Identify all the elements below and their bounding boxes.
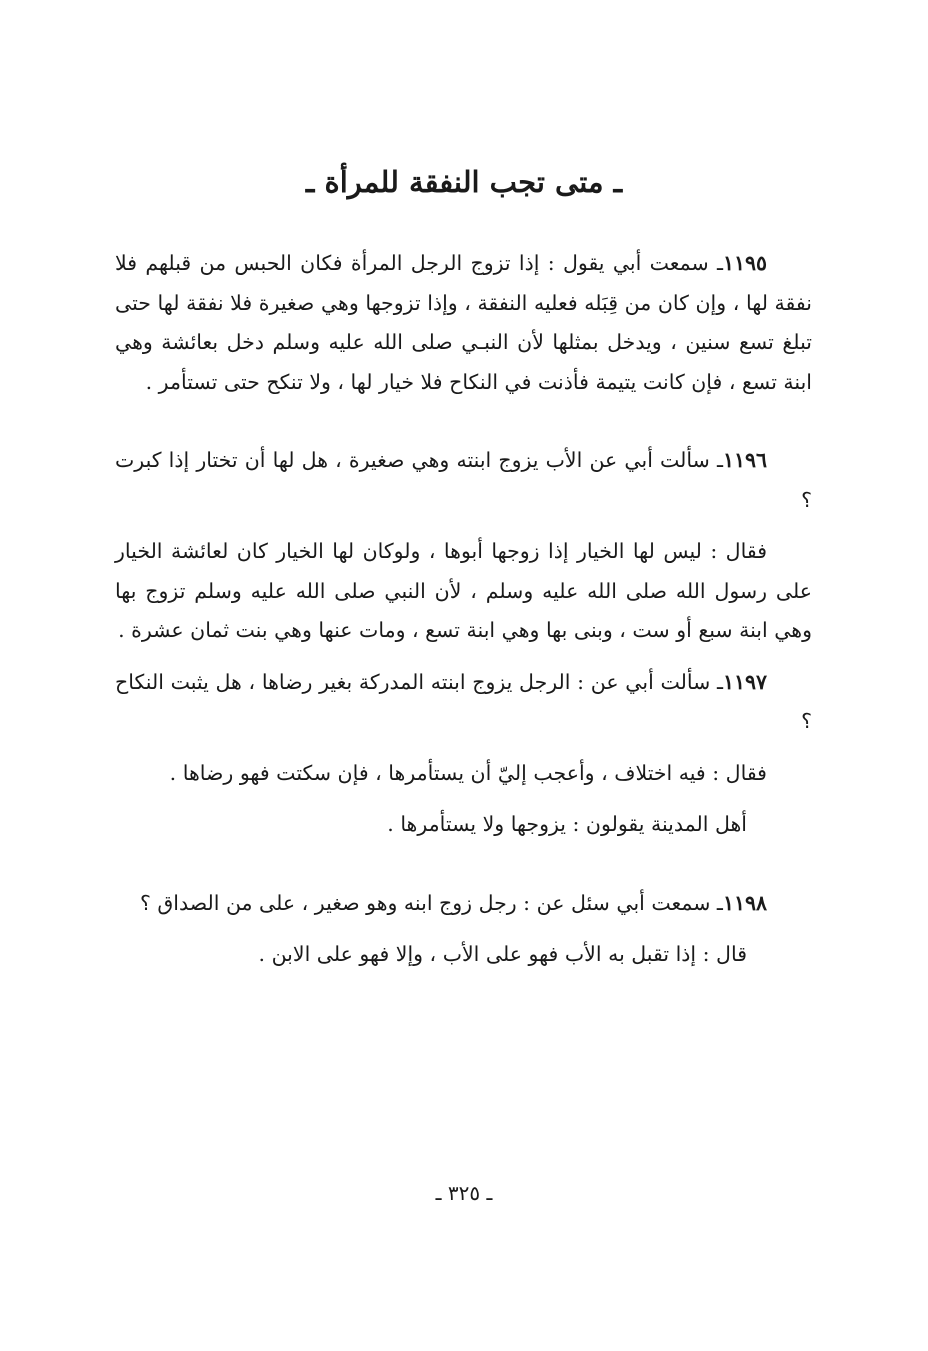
- entry-1198: [115, 884, 812, 924]
- page-number: ـ ٣٢٥ ـ: [435, 1181, 493, 1205]
- entry-1196: [115, 441, 812, 520]
- entry-number: ١١٩٦: [722, 448, 767, 472]
- entry-1196-answer: فقال : ليس لها الخيار إذا زوجها أبوها ، ولوكان لها الخيار كان لعائشة الخيار على رسول الله صلى الله عليه وسلم ، لأن النبي صلى الله عليه وسلم تزوج بها وهي ابنة سبع أو ست ، وبنى بها وهي ابنة تسع ، ومات عنها وهي بنت ثمان عشرة .: [115, 539, 812, 642]
- section-heading: ـ متى تجب النفقة للمرأة ـ: [305, 165, 623, 199]
- entry-text: ـ سمعت أبي يقول : إذا تزوج الرجل المرأة فكان الحبس من قبلهم فلا نفقة لها ، وإن كان من قِبَله فعليه النفقة ، وإذا تزوجها وهي صغيرة فلا نفقة لها حتى تبلغ تسع سنين ، ويدخل بمثلها لأن النبـي صلى الله عليه وسلم دخل بعائشة وهي ابنة تسع ، فإن كانت يتيمة فأذنت في النكاح فلا خيار لها ، ولا تنكح حتى تستأمر .: [115, 251, 812, 394]
- body-text: [115, 244, 812, 975]
- entry-1197-note: أهل المدينة يقولون : يزوجها ولا يستأمرها .: [387, 812, 747, 836]
- entry-1198-answer: قال : إذا تقبل به الأب فهو على الأب ، وإلا فهو على الابن .: [258, 942, 747, 966]
- entry-number: ١١٩٨: [722, 890, 767, 915]
- entry-1195: [115, 244, 812, 402]
- entry-number: ١١٩٥: [722, 251, 767, 275]
- entry-text: ـ سألت أبي عن الأب يزوج ابنته وهي صغيرة ، هل لها أن تختار إذا كبرت ؟: [115, 448, 812, 512]
- entry-number: ١١٩٧: [722, 669, 767, 694]
- entry-1197: [115, 663, 812, 742]
- entry-text: ـ سألت أبي عن : الرجل يزوج ابنته المدركة بغير رضاها ، هل يثبت النكاح ؟: [115, 669, 812, 733]
- entry-1197-answer: فقال : فيه اختلاف ، وأعجب إليّ أن يستأمرها ، فإن سكتت فهو رضاها .: [169, 760, 767, 785]
- entry-text: ـ سمعت أبي سئل عن : رجل زوج ابنه وهو صغير ، على من الصداق ؟: [139, 890, 723, 915]
